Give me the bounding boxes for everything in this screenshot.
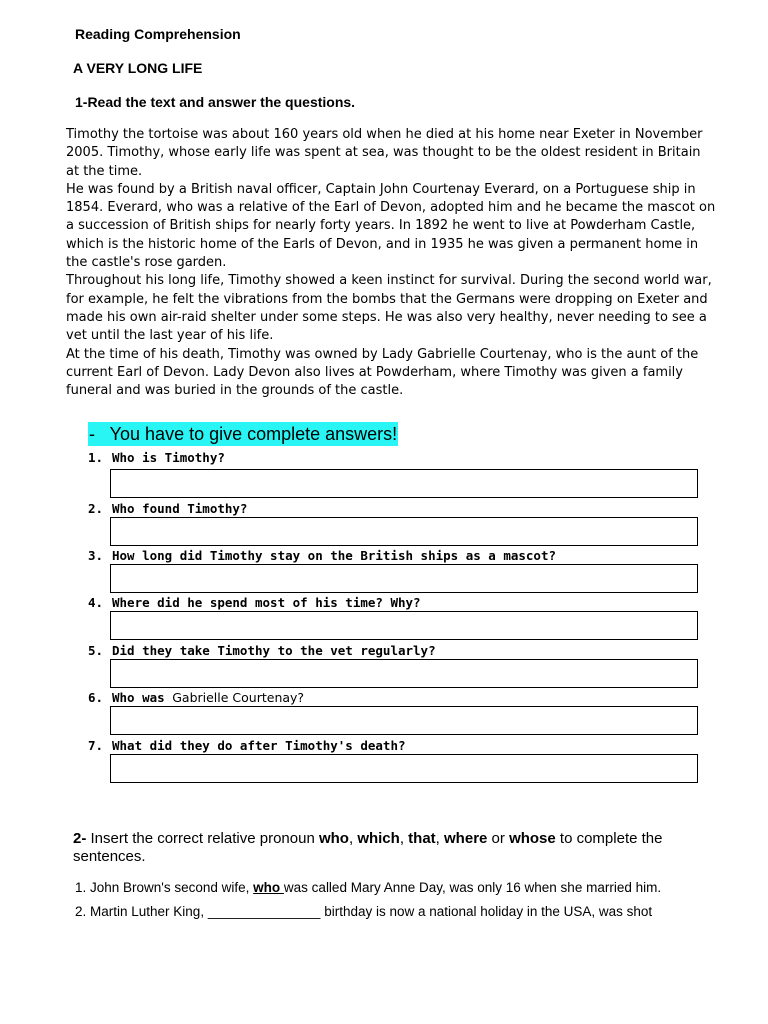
separator: , bbox=[435, 830, 445, 847]
passage-paragraph: Throughout his long life, Timothy showed a keen instinct for survival. During the second world war, for example, he felt the vibrations from the bombs that the Germans were dropping on Exeter and made his own air-raid shelter under some steps. He was also very healthy, never needing to see a vet until the last year of his life. bbox=[66, 273, 712, 344]
question-number: 5. bbox=[88, 643, 104, 658]
answer-field-6[interactable] bbox=[110, 706, 698, 735]
question-3 bbox=[88, 548, 556, 563]
question-2 bbox=[88, 501, 247, 516]
task-instruction: 1-Read the text and answer the questions. bbox=[75, 94, 356, 110]
answer-field-2[interactable] bbox=[110, 517, 698, 546]
separator: or bbox=[487, 830, 510, 847]
reading-passage bbox=[66, 126, 716, 400]
question-6 bbox=[88, 690, 304, 705]
question-text-name: Gabrielle Courtenay? bbox=[172, 690, 305, 705]
question-text: What did they do after Timothy's death? bbox=[112, 738, 406, 753]
question-1 bbox=[88, 450, 225, 465]
sentence-1 bbox=[75, 880, 661, 895]
pronoun-that: that bbox=[408, 830, 436, 847]
question-text: Who was bbox=[112, 690, 173, 705]
answer-field-3[interactable] bbox=[110, 564, 698, 593]
question-number: 4. bbox=[88, 595, 104, 610]
question-text: Who found Timothy? bbox=[112, 501, 248, 516]
passage-paragraph: He was found by a British naval officer, Captain John Courtenay Everard, on a Portuguese ship in 1854. Everard, who was a relative of the Earl of Devon, adopted him and he became the mascot on a succession of British ships for nearly forty years. In 1892 he went to live at Powderham Castle, which is the historic home of the Earls of Devon, and in 1935 he was given a permanent home in the castle's rose garden. bbox=[66, 181, 716, 271]
pronoun-who: who bbox=[318, 830, 349, 847]
answer-field-4[interactable] bbox=[110, 611, 698, 640]
instruction-text: to complete the sentences. bbox=[73, 830, 663, 865]
sentence-2: 2. Martin Luther King, _______________ birthday is now a national holiday in the USA, was shot bbox=[75, 904, 653, 919]
answer-field-5[interactable] bbox=[110, 659, 698, 688]
section-2-instruction bbox=[73, 830, 733, 866]
story-title: A VERY LONG LIFE bbox=[73, 60, 203, 76]
question-text: Did they take Timothy to the vet regularly? bbox=[112, 643, 436, 658]
pronoun-where: where bbox=[444, 830, 488, 847]
section-number: 2- bbox=[73, 830, 87, 847]
instruction-text: Insert the correct relative pronoun bbox=[86, 830, 319, 847]
question-number: 3. bbox=[88, 548, 104, 563]
question-number: 1. bbox=[88, 450, 104, 465]
passage-paragraph: Timothy the tortoise was about 160 years old when he died at his home near Exeter in November 2005. Timothy, whose early life was spent at sea, was thought to be the oldest resident in Britain at the time. bbox=[66, 127, 703, 179]
answer-field-7[interactable] bbox=[110, 754, 698, 783]
question-5 bbox=[88, 643, 436, 658]
pronoun-which: which bbox=[357, 830, 400, 847]
question-number: 2. bbox=[88, 501, 104, 516]
sentence-text: 1. John Brown's second wife, bbox=[75, 880, 254, 895]
page-title: Reading Comprehension bbox=[75, 26, 241, 42]
passage-paragraph: At the time of his death, Timothy was owned by Lady Gabrielle Courtenay, who is the aunt of the current Earl of Devon. Lady Devon also lives at Powderham, where Timothy was given a family funeral and was buried in the grounds of the castle. bbox=[66, 346, 699, 399]
question-text: How long did Timothy stay on the British ships as a mascot? bbox=[112, 548, 557, 563]
sentence-text: was called Mary Anne Day, was only 16 when she married him. bbox=[283, 880, 662, 895]
question-text: Where did he spend most of his time? Why? bbox=[112, 595, 421, 610]
separator: , bbox=[348, 830, 358, 847]
question-number: 7. bbox=[88, 738, 104, 753]
pronoun-whose: whose bbox=[509, 830, 556, 847]
separator: , bbox=[399, 830, 409, 847]
answer-field-1[interactable] bbox=[110, 469, 698, 498]
question-number: 6. bbox=[88, 690, 104, 705]
question-4 bbox=[88, 595, 421, 610]
question-text: Who is Timothy? bbox=[112, 450, 225, 465]
highlight-banner: - You have to give complete answers! bbox=[89, 424, 398, 444]
sentence-answer: who bbox=[253, 880, 284, 895]
question-7 bbox=[88, 738, 406, 753]
